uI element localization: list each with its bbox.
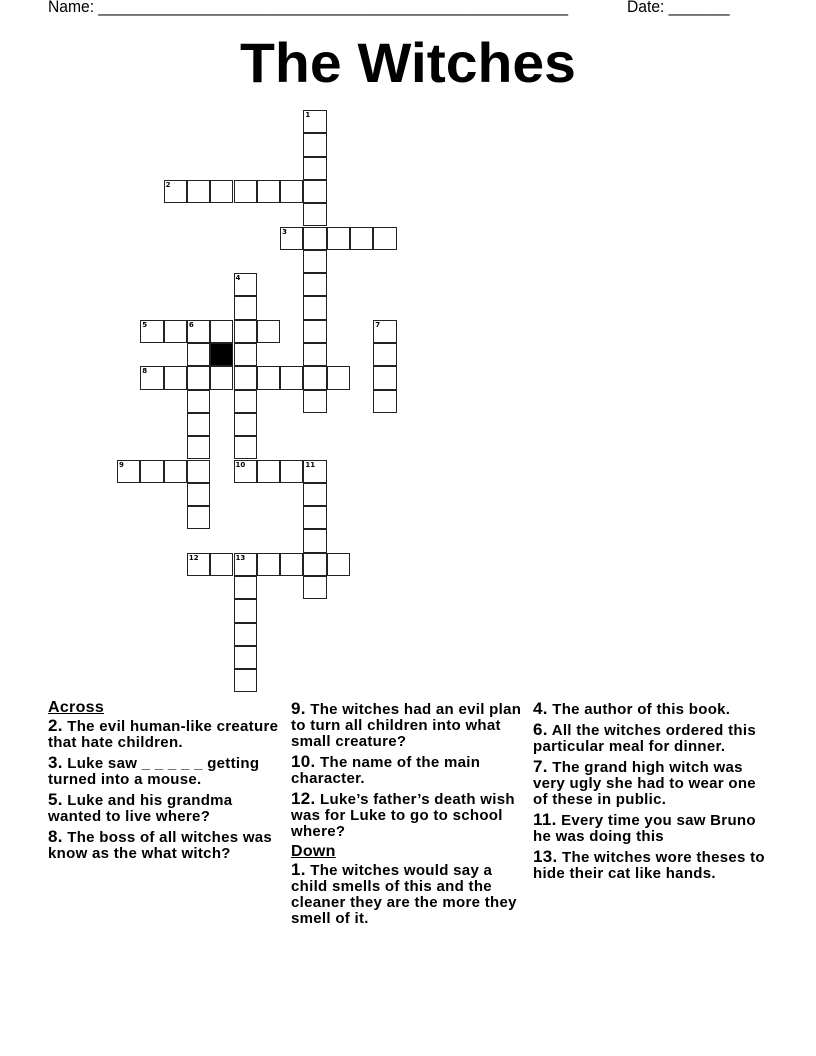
grid-cell[interactable] <box>303 529 326 552</box>
page-title: The Witches <box>240 31 576 94</box>
clue-number: 2 <box>165 180 171 189</box>
grid-cell[interactable] <box>187 390 210 413</box>
clue-across-8: 8. The boss of all witches was know as the what witch? <box>48 827 273 862</box>
grid-cell[interactable] <box>234 436 257 459</box>
grid-cell[interactable] <box>164 180 187 203</box>
clue-number: 7 <box>375 320 381 329</box>
clue-across-10: 10. The name of the main character. <box>291 752 481 787</box>
grid-cell[interactable] <box>187 320 210 343</box>
down-heading: Down <box>291 843 336 860</box>
grid-cell[interactable] <box>210 320 233 343</box>
grid-cell[interactable] <box>117 460 140 483</box>
grid-cell[interactable] <box>303 506 326 529</box>
grid-cell[interactable] <box>234 320 257 343</box>
grid-cell[interactable] <box>303 227 326 250</box>
grid-cell[interactable] <box>280 553 303 576</box>
grid-cell[interactable] <box>257 366 280 389</box>
grid-cell[interactable] <box>234 553 257 576</box>
clues-column-1 <box>48 700 280 866</box>
grid-cell[interactable] <box>280 227 303 250</box>
grid-cell[interactable] <box>234 413 257 436</box>
grid-cell[interactable] <box>234 623 257 646</box>
clue-number: 13 <box>235 553 246 562</box>
clue-number: 5 <box>142 320 148 329</box>
grid-cell[interactable] <box>373 320 396 343</box>
clue-across-9: 9. The witches had an evil plan to turn all children into what small creature? <box>291 699 522 750</box>
grid-cell[interactable] <box>234 669 257 692</box>
grid-cell[interactable] <box>257 180 280 203</box>
grid-cell[interactable] <box>234 296 257 319</box>
clue-down-6: 6. All the witches ordered this particular meal for dinner. <box>533 720 756 755</box>
grid-cell[interactable] <box>187 180 210 203</box>
grid-cell[interactable] <box>140 366 163 389</box>
grid-cell[interactable] <box>210 180 233 203</box>
grid-cell[interactable] <box>187 460 210 483</box>
grid-cell[interactable] <box>303 343 326 366</box>
grid-cell[interactable] <box>280 180 303 203</box>
grid-cell[interactable] <box>303 110 326 133</box>
grid-cell[interactable] <box>234 646 257 669</box>
date-blank[interactable]: _______ <box>668 0 730 16</box>
grid-cell[interactable] <box>350 227 373 250</box>
clue-number: 8 <box>142 367 148 376</box>
grid-cell[interactable] <box>280 366 303 389</box>
clue-across-2: 2. The evil human-like creature that hate children. <box>48 716 279 751</box>
grid-cell[interactable] <box>303 320 326 343</box>
grid-cell[interactable] <box>234 460 257 483</box>
grid-cell[interactable] <box>327 366 350 389</box>
clue-down-4: 4. The author of this book. <box>533 699 731 718</box>
grid-cell[interactable] <box>303 273 326 296</box>
clues-column-2 <box>291 701 523 931</box>
clue-down-7: 7. The grand high witch was very ugly she had to wear one of these in public. <box>533 757 756 808</box>
clue-down-13: 13. The witches wore theses to hide their cat like hands. <box>533 847 765 882</box>
grid-cell[interactable] <box>257 320 280 343</box>
grid-cell[interactable] <box>164 366 187 389</box>
grid-cell[interactable] <box>187 506 210 529</box>
grid-cell[interactable] <box>140 460 163 483</box>
clue-number: 4 <box>235 274 241 283</box>
clue-number: 11 <box>305 460 316 469</box>
across-heading: Across <box>48 699 105 716</box>
grid-cell[interactable] <box>303 180 326 203</box>
grid-cell[interactable] <box>140 320 163 343</box>
clue-across-5: 5. Luke and his grandma wanted to live where? <box>48 790 233 825</box>
grid-cell[interactable] <box>187 413 210 436</box>
grid-cell[interactable] <box>327 553 350 576</box>
grid-cell[interactable] <box>164 460 187 483</box>
grid-cell[interactable] <box>187 343 210 366</box>
clue-number: 1 <box>305 111 311 119</box>
grid-cell[interactable] <box>373 227 396 250</box>
grid-cell[interactable] <box>373 366 396 389</box>
clue-down-11: 11. Every time you saw Bruno he was doing this <box>533 810 756 845</box>
grid-cell[interactable] <box>187 436 210 459</box>
clue-number: 3 <box>282 227 287 236</box>
clue-number: 9 <box>119 460 124 469</box>
name-label: Name: <box>48 0 95 16</box>
grid-cell[interactable] <box>257 553 280 576</box>
grid-cell[interactable] <box>303 390 326 413</box>
clue-number: 10 <box>235 460 246 469</box>
grid-cell[interactable] <box>280 460 303 483</box>
grid-cell[interactable] <box>303 203 326 226</box>
grid-cell[interactable] <box>303 576 326 599</box>
grid-cell[interactable] <box>303 483 326 506</box>
grid-cell[interactable] <box>303 366 326 389</box>
grid-cell[interactable] <box>303 133 326 156</box>
grid-cell[interactable] <box>373 390 396 413</box>
grid-cell[interactable] <box>234 180 257 203</box>
grid-cell[interactable] <box>234 343 257 366</box>
date-label: Date: <box>627 0 665 16</box>
grid-cell[interactable] <box>303 296 326 319</box>
grid-cell[interactable] <box>327 227 350 250</box>
grid-cell[interactable] <box>234 599 257 622</box>
clues-column-3 <box>533 701 765 886</box>
grid-cell[interactable] <box>234 273 257 296</box>
grid-cell[interactable] <box>187 483 210 506</box>
clue-across-3: 3. Luke saw _ _ _ _ _ getting turned into a mouse. <box>48 753 260 788</box>
grid-cell[interactable] <box>303 460 326 483</box>
grid-cell[interactable] <box>187 366 210 389</box>
grid-cell[interactable] <box>303 157 326 180</box>
clue-number: 12 <box>188 553 199 562</box>
grid-cell[interactable] <box>303 250 326 273</box>
grid-cell[interactable] <box>210 553 233 576</box>
grid-cell[interactable] <box>373 343 396 366</box>
name-blank[interactable]: ______________________________________________________ <box>98 0 569 16</box>
black-cell <box>210 343 233 366</box>
grid-cell[interactable] <box>164 320 187 343</box>
grid-cell[interactable] <box>210 366 233 389</box>
clue-across-12: 12. Luke’s father’s death wish was for Luke to go to school where? <box>291 789 515 840</box>
grid-cell[interactable] <box>234 366 257 389</box>
grid-cell[interactable] <box>257 460 280 483</box>
clue-number: 6 <box>188 320 194 329</box>
grid-cell[interactable] <box>234 576 257 599</box>
clue-down-1: 1. The witches would say a child smells of this and the cleaner they are the more they smell of it. <box>291 860 517 927</box>
grid-cell[interactable] <box>303 553 326 576</box>
grid-cell[interactable] <box>234 390 257 413</box>
grid-cell[interactable] <box>187 553 210 576</box>
